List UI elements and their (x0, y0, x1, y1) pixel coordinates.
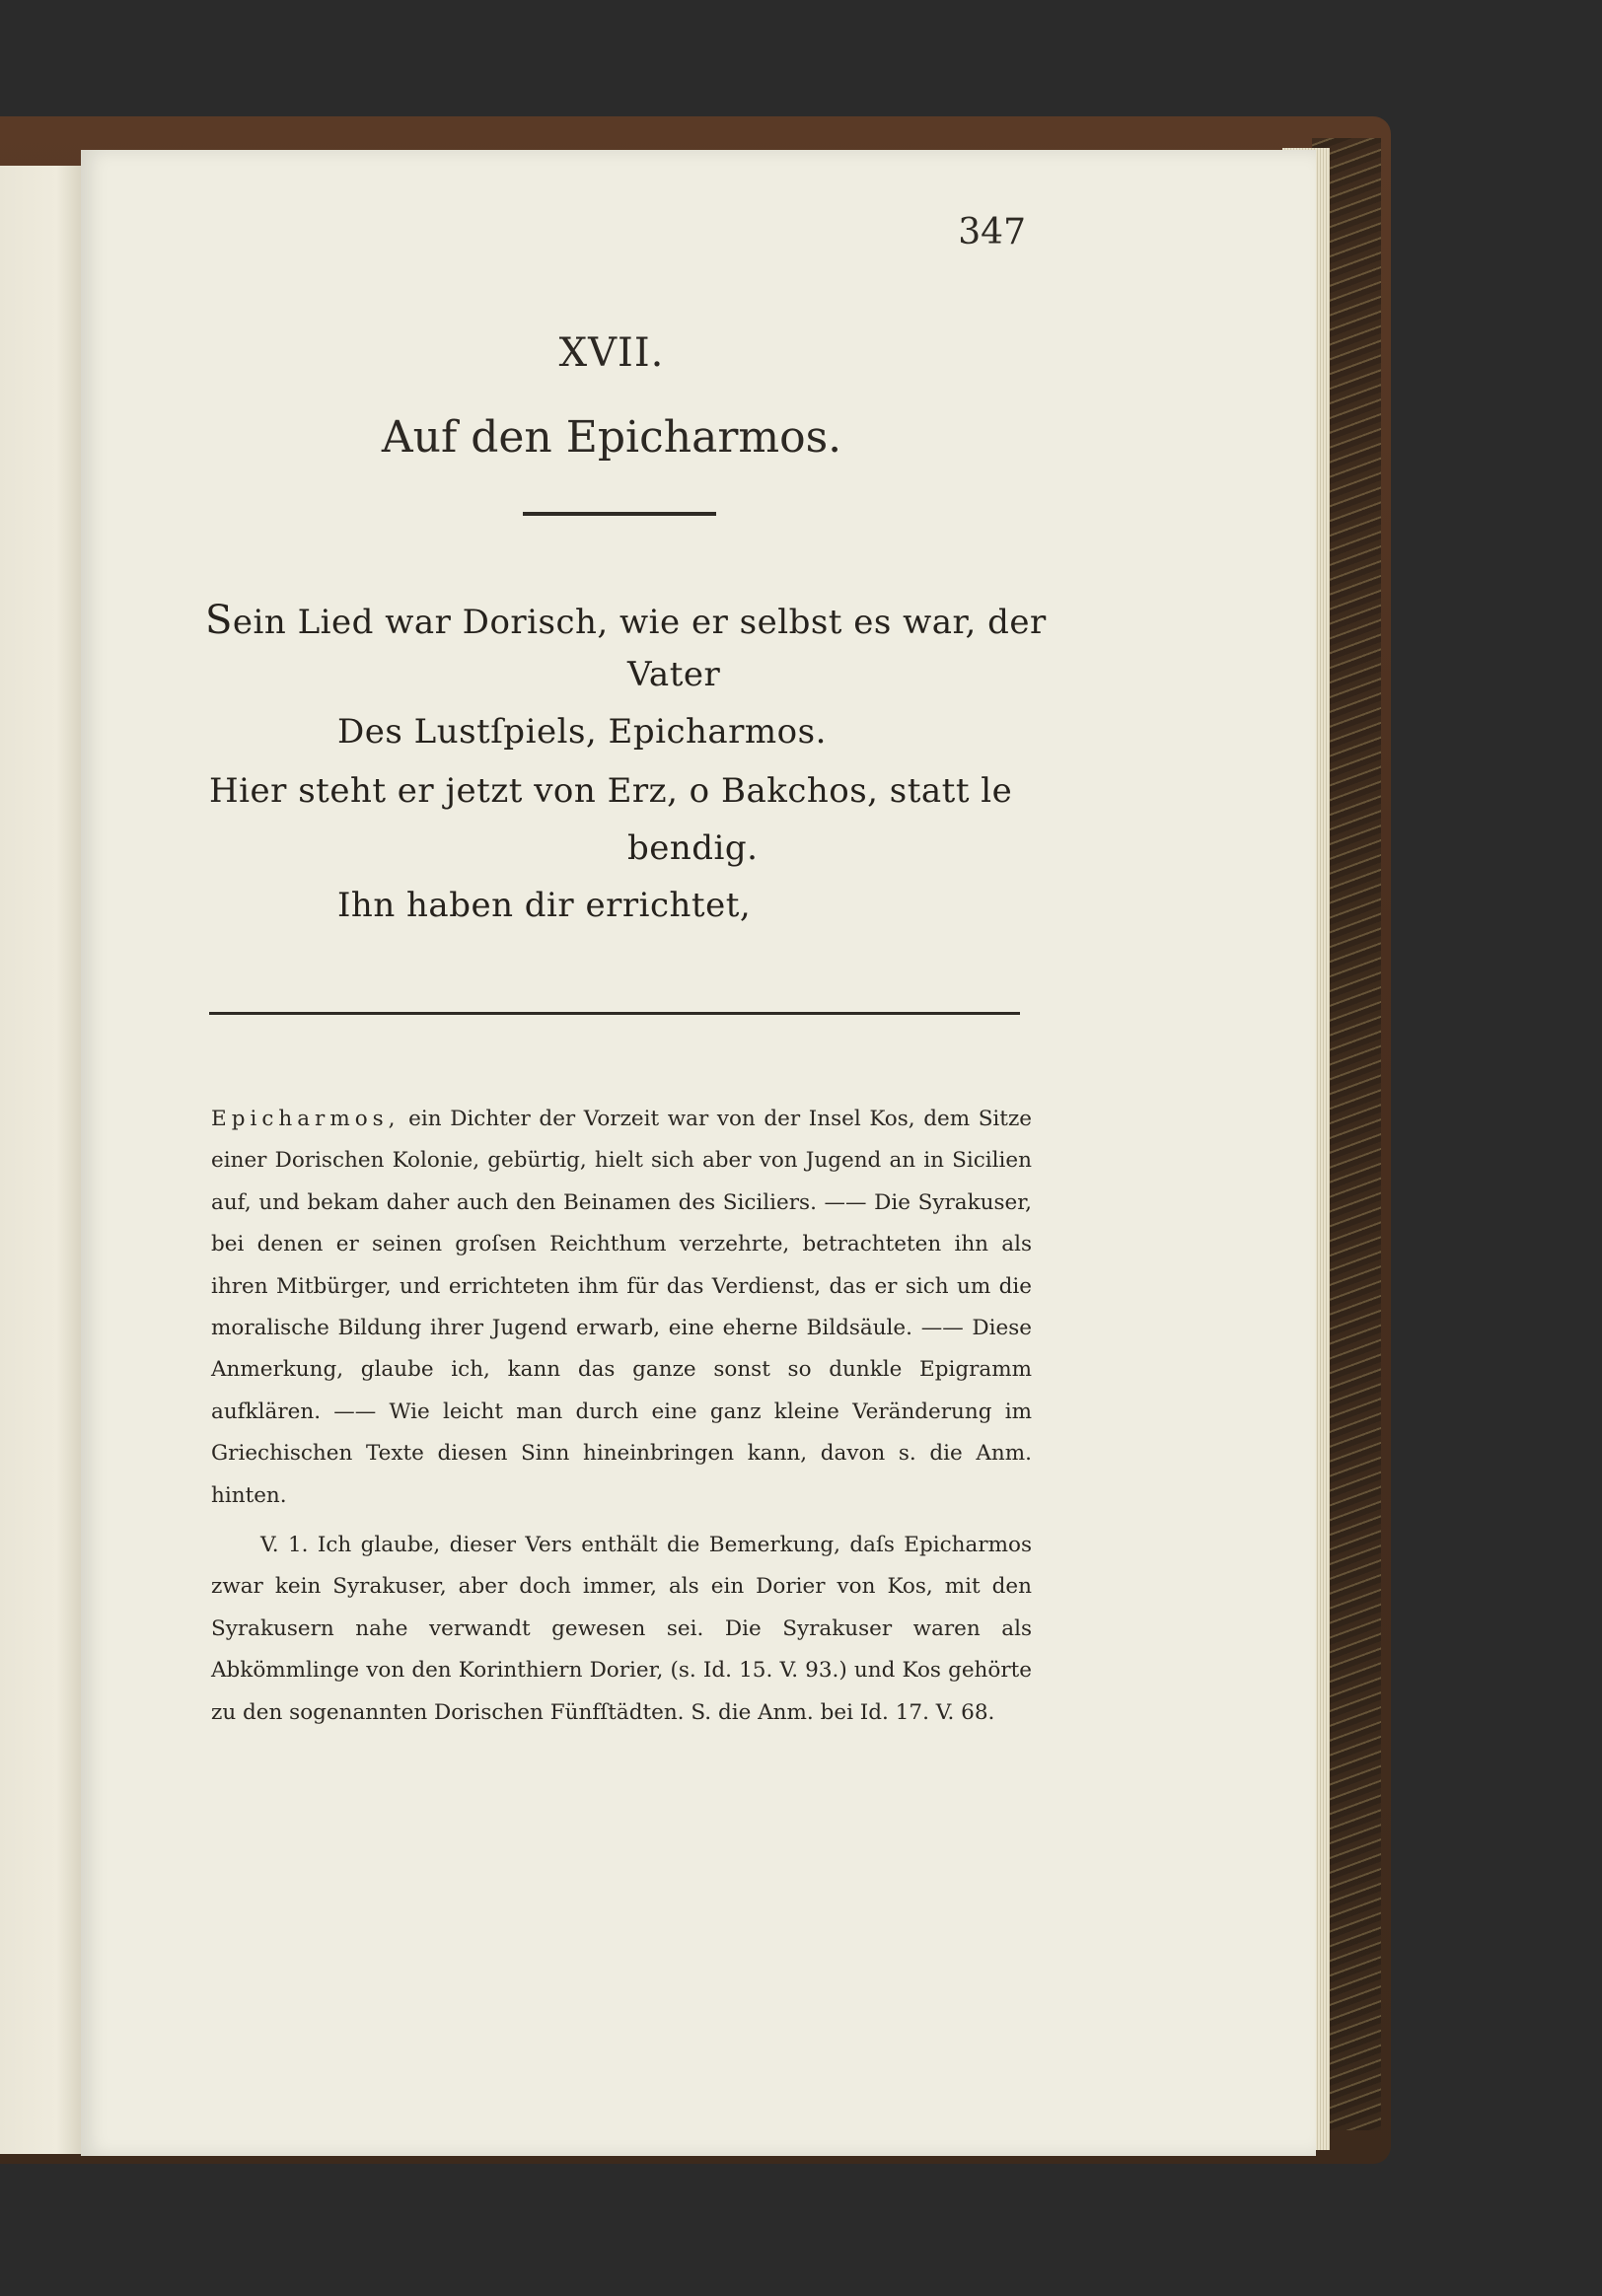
verse-dropcap: S (205, 598, 233, 643)
footnote-spaced-name: Epicharmos, (211, 1107, 400, 1131)
footnote-text-1: ein Dichter der Vorzeit war von der Insel Kos, dem Sitze einer Dorischen Kolonie, gebürtig, hielt sich aber von Jugend an in Sicilien auf, und bekam daher auch den Beinamen des Siciliers. —— Die Syrakuser, bei denen er seinen groſsen Reichthum verzehrte, betrachteten ihn als ihren Mitbürger, und errichteten ihm für das Verdienst, das er sich um die moralische Bildung ihrer Jugend erwarb, eine eherne Bildsäule. —— Diese Anmerkung, glaube ich, kann das ganze sonst so dunkle Epigramm aufklären. —— Wie leicht man durch eine ganz kleine Veränderung im Griechischen Texte diesen Sinn hineinbringen kann, davon s. die Anm. hinten. (211, 1107, 1032, 1508)
verse-line-4: Hier steht er jetzt von Erz, o Bakchos, statt le (209, 771, 1013, 811)
title-rule (523, 512, 716, 516)
verse-line-1 (205, 598, 1047, 643)
verse-line-3: Des Lustſpiels, Epicharmos. (337, 712, 827, 752)
section-rule (209, 1012, 1020, 1015)
page-number: 347 (958, 212, 1026, 252)
verse-line-2: Vater (627, 655, 721, 694)
verse-line-5: bendig. (627, 828, 759, 868)
footnote (211, 1099, 1032, 1734)
verse-text: ein Lied war Dorisch, wie er selbst es war, der (232, 603, 1047, 642)
verse-line-6: Ihn haben dir errichtet, (337, 886, 752, 925)
chapter-number: XVII. (558, 330, 665, 376)
left-page-margin (0, 166, 81, 2154)
footnote-paragraph-2: V. 1. Ich glaube, dieser Vers enthält die Bemerkung, daſs Epicharmos zwar kein Syrakuser, aber doch immer, als ein Dorier von Kos, mit den Syrakusern nahe verwandt gewesen sei. Die Syrakuser waren als Abkömmlinge von den Korinthiern Dorier, (s. Id. 15. V. 93.) und Kos gehörte zu den sogenannten Dorischen Fünfſtädten. S. die Anm. bei Id. 17. V. 68. (211, 1533, 1032, 1725)
footnote-paragraph-1 (211, 1099, 1032, 1517)
poem-title: Auf den Epicharmos. (381, 412, 842, 463)
